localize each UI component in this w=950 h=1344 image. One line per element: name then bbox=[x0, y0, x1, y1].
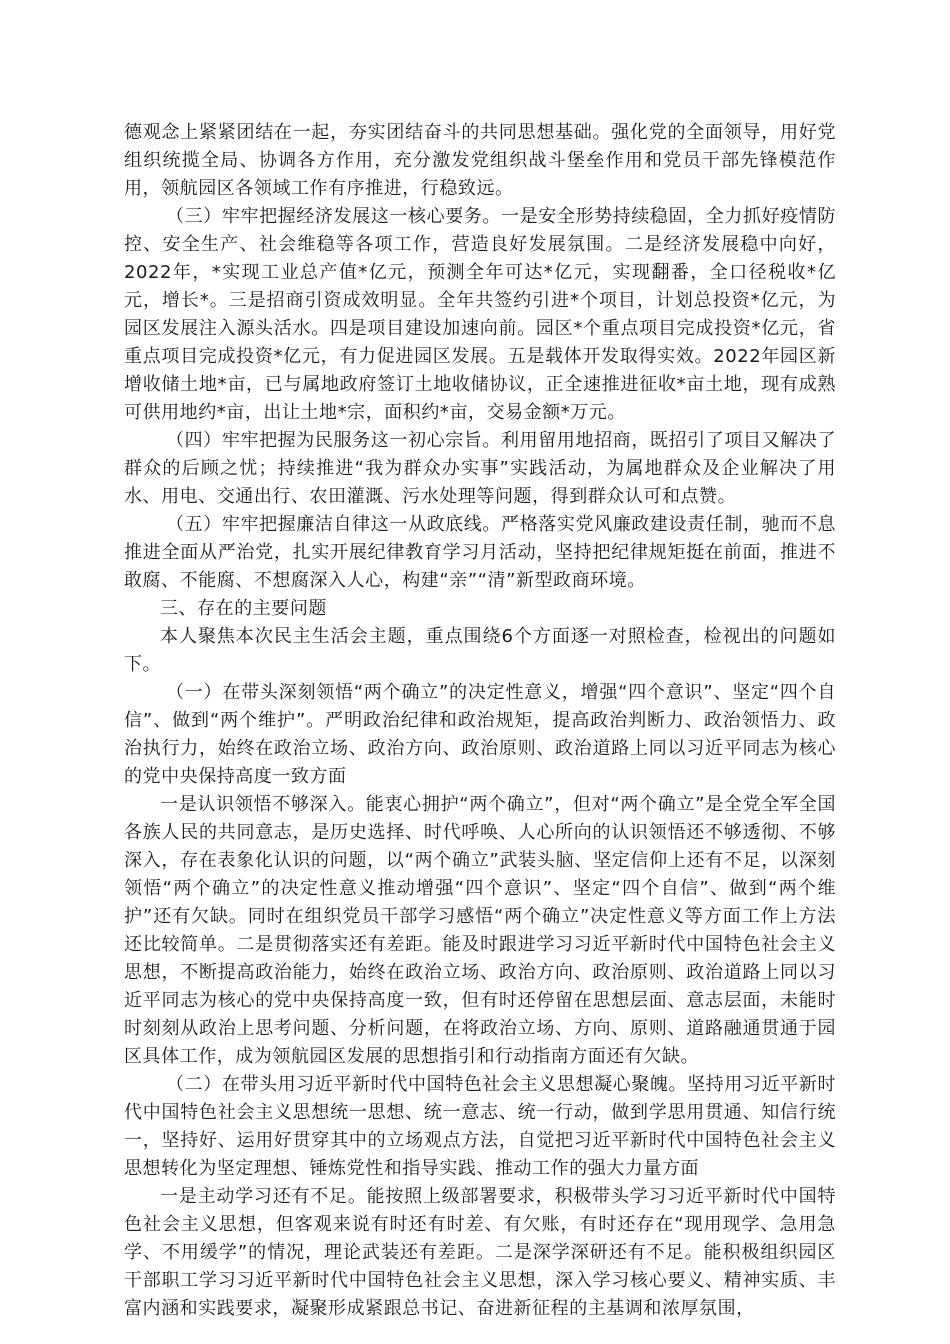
document-body bbox=[124, 119, 836, 1323]
paragraph-4: （五）牢牢把握廉洁自律这一从政底线。严格落实党风廉政建设责任制，驰而不息推进全面从严治党，扎实开展纪律教育学习月活动，坚持把纪律规矩挺在前面，推进不敢腐、不能腐、不想腐深入人心，构建“亲”“清”新型政商环境。 bbox=[124, 514, 836, 591]
paragraph-6: （一）在带头深刻领悟“两个确立”的决定性意义，增强“四个意识”、坚定“四个自信”、做到“两个维护”。严明政治纪律和政治规矩，提高政治判断力、政治领悟力、政治执行力，始终在政治立场、政治方向、政治原则、政治道路上同以习近平同志为核心的党中央保持高度一致方面 bbox=[124, 682, 836, 787]
paragraph-3: （四）牢牢把握为民服务这一初心宗旨。利用留用地招商，既招引了项目又解决了群众的后顾之忧；持续推进“我为群众办实事”实践活动，为属地群众及企业解决了用水、用电、交通出行、农田灌溉、污水处理等问题，得到群众认可和点赞。 bbox=[124, 430, 836, 507]
paragraph-1: 德观念上紧紧团结在一起，夯实团结奋斗的共同思想基础。强化党的全面领导，用好党组织统揽全局、协调各方作用，充分激发党组织战斗堡垒作用和党员干部先锋模范作用，领航园区各领域工作有序推进，行稳致远。 bbox=[124, 122, 836, 199]
paragraph-5: 本人聚焦本次民主生活会主题，重点围绕6个方面逐一对照检查，检视出的问题如下。 bbox=[124, 626, 836, 675]
paragraph-8: （二）在带头用习近平新时代中国特色社会主义思想凝心聚魄。坚持用习近平新时代中国特色社会主义思想统一思想、统一意志、统一行动，做到学思用贯通、知信行统一，坚持好、运用好贯穿其中的立场观点方法，自觉把习近平新时代中国特色社会主义思想转化为坚定理想、锤炼党性和指导实践、推动工作的强大力量方面 bbox=[124, 1074, 836, 1179]
paragraph-9: 一是主动学习还有不足。能按照上级部署要求，积极带头学习习近平新时代中国特色社会主义思想，但客观来说有时还有时差、有欠账，有时还存在“现用现学、急用急学、不用缓学”的情况，理论武装还有差距。二是深学深研还有不足。能积极组织园区干部职工学习习近平新时代中国特色社会主义思想，深入学习核心要义、精神实质、丰富内涵和实践要求，凝聚形成紧跟总书记、奋进新征程的主基调和浓厚氛围， bbox=[124, 1186, 836, 1319]
paragraph-7: 一是认识领悟不够深入。能衷心拥护“两个确立”，但对“两个确立”是全党全军全国各族人民的共同意志，是历史选择、时代呼唤、人心所向的认识领悟还不够透彻、不够深入，存在表象化认识的问题，以“两个确立”武装头脑、坚定信仰上还有不足，以深刻领悟“两个确立”的决定性意义推动增强“四个意识”、坚定“四个自信”、做到“两个维护”还有欠缺。同时在组织党员干部学习感悟“两个确立”决定性意义等方面工作上方法还比较简单。二是贯彻落实还有差距。能及时跟进学习习近平新时代中国特色社会主义思想，不断提高政治能力，始终在政治立场、政治方向、政治原则、政治道路上同以习近平同志为核心的党中央保持高度一致，但有时还停留在思想层面、意志层面，未能时时刻刻从政治上思考问题、分析问题，在将政治立场、方向、原则、道路融通贯通于园区具体工作，成为领航园区发展的思想指引和行动指南方面还有欠缺。 bbox=[124, 794, 836, 1067]
section-heading: 三、存在的主要问题 bbox=[160, 598, 327, 619]
paragraph-2: （三）牢牢把握经济发展这一核心要务。一是安全形势持续稳固，全力抓好疫情防控、安全生产、社会维稳等各项工作，营造良好发展氛围。二是经济发展稳中向好，2022年，*实现工业总产值*亿元，预测全年可达*亿元，实现翻番，全口径税收*亿元，增长*。三是招商引资成效明显。全年共签约引进*个项目，计划总投资*亿元，为园区发展注入源头活水。四是项目建设加速向前。园区*个重点项目完成投资*亿元，省重点项目完成投资*亿元，有力促进园区发展。五是载体开发取得实效。2022年园区新增收储土地*亩，已与属地政府签订土地收储协议，正全速推进征收*亩土地，现有成熟可供用地约*亩，出让土地*宗，面积约*亩，交易金额*万元。 bbox=[124, 206, 836, 423]
